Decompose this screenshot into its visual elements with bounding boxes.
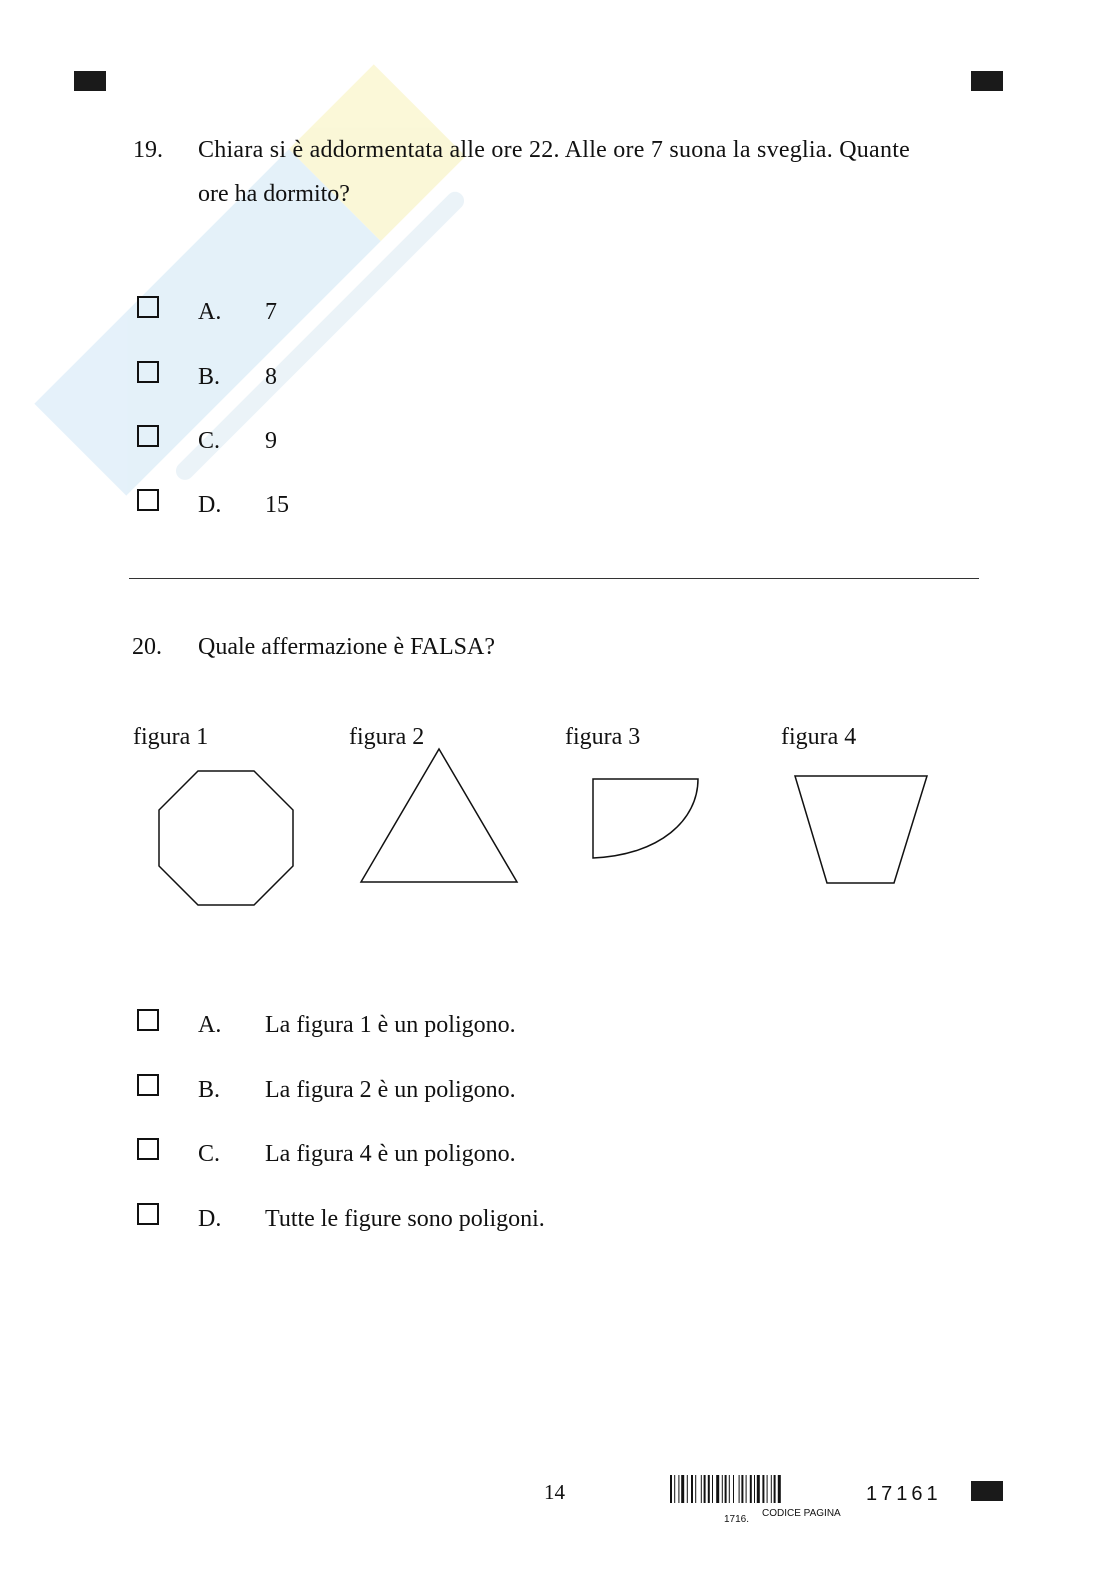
answer-checkbox-a[interactable] — [137, 1009, 159, 1031]
barcode-bar — [778, 1475, 781, 1503]
page-number: 14 — [544, 1480, 565, 1504]
option-text: 15 — [265, 492, 289, 518]
answer-checkbox-d[interactable] — [137, 1203, 159, 1225]
registration-mark-top-right — [971, 71, 1003, 91]
barcode-bar — [708, 1475, 710, 1503]
registration-mark-bottom-right — [971, 1481, 1003, 1501]
barcode-bar — [767, 1475, 768, 1503]
option-text: 9 — [265, 428, 277, 454]
answer-checkbox-c[interactable] — [137, 425, 159, 447]
octagon-figure — [159, 771, 293, 905]
barcode-number: 1716. — [724, 1514, 750, 1525]
option-text: 8 — [265, 364, 277, 390]
answer-checkbox-b[interactable] — [137, 361, 159, 383]
barcode-bar — [716, 1475, 719, 1503]
option-letter: A. — [198, 1012, 222, 1038]
barcode-bar — [774, 1475, 776, 1503]
option-letter: D. — [198, 1206, 222, 1232]
answer-checkbox-c[interactable] — [137, 1138, 159, 1160]
barcode-bar — [701, 1475, 702, 1503]
barcode-bar — [757, 1475, 760, 1503]
barcode-bar — [750, 1475, 752, 1503]
option-letter: C. — [198, 428, 221, 454]
option-text: La figura 1 è un poligono. — [265, 1012, 516, 1038]
barcode-bar — [771, 1475, 772, 1503]
barcode — [670, 1475, 826, 1503]
barcode-bar — [712, 1475, 713, 1503]
barcode-bar — [729, 1475, 730, 1503]
barcode-bar — [691, 1475, 693, 1503]
figure-label-2: figura 2 — [349, 724, 425, 750]
answer-checkbox-d[interactable] — [137, 489, 159, 511]
triangle-figure — [361, 749, 517, 882]
figure-label-4: figura 4 — [781, 724, 857, 750]
barcode-bar — [762, 1475, 764, 1503]
option-letter: B. — [198, 364, 221, 390]
barcode-bar — [681, 1475, 684, 1503]
barcode-bar — [674, 1475, 675, 1503]
barcode-bar — [687, 1475, 688, 1503]
option-text: La figura 2 è un poligono. — [265, 1077, 516, 1103]
barcode-bar — [670, 1475, 672, 1503]
barcode-bar — [722, 1475, 723, 1503]
barcode-bar — [739, 1475, 740, 1503]
registration-mark-top-left — [74, 71, 106, 91]
question-text: Chiara si è addormentata alle ore 22. Alle ore 7 suona la sveglia. Quante — [198, 137, 911, 163]
barcode-bar — [733, 1475, 734, 1503]
option-letter: B. — [198, 1077, 221, 1103]
answer-checkbox-a[interactable] — [137, 296, 159, 318]
option-text: 7 — [265, 299, 277, 325]
quarter-circle-figure — [593, 779, 698, 858]
barcode-bar — [695, 1475, 696, 1503]
figure-label-1: figura 1 — [133, 724, 209, 750]
question-number: 19. — [133, 137, 163, 163]
barcode-bar — [725, 1475, 727, 1503]
option-letter: C. — [198, 1141, 221, 1167]
page-code: 17161 — [866, 1483, 942, 1505]
trapezoid-figure — [795, 776, 927, 883]
figures-drawing — [0, 745, 1116, 915]
question-number: 20. — [132, 634, 162, 660]
barcode-bar — [678, 1475, 679, 1503]
barcode-bar — [704, 1475, 706, 1503]
answer-checkbox-b[interactable] — [137, 1074, 159, 1096]
question-text: Quale affermazione è FALSA? — [198, 634, 495, 660]
barcode-bar — [741, 1475, 743, 1503]
barcode-label: CODICE PAGINA — [762, 1508, 841, 1519]
barcode-bar — [754, 1475, 755, 1503]
option-letter: D. — [198, 492, 222, 518]
option-text: La figura 4 è un poligono. — [265, 1141, 516, 1167]
barcode-bar — [746, 1475, 747, 1503]
question-text-continued: ore ha dormito? — [198, 181, 350, 207]
option-letter: A. — [198, 299, 222, 325]
figure-label-3: figura 3 — [565, 724, 641, 750]
section-divider — [129, 578, 979, 579]
option-text: Tutte le figure sono poligoni. — [265, 1206, 545, 1232]
